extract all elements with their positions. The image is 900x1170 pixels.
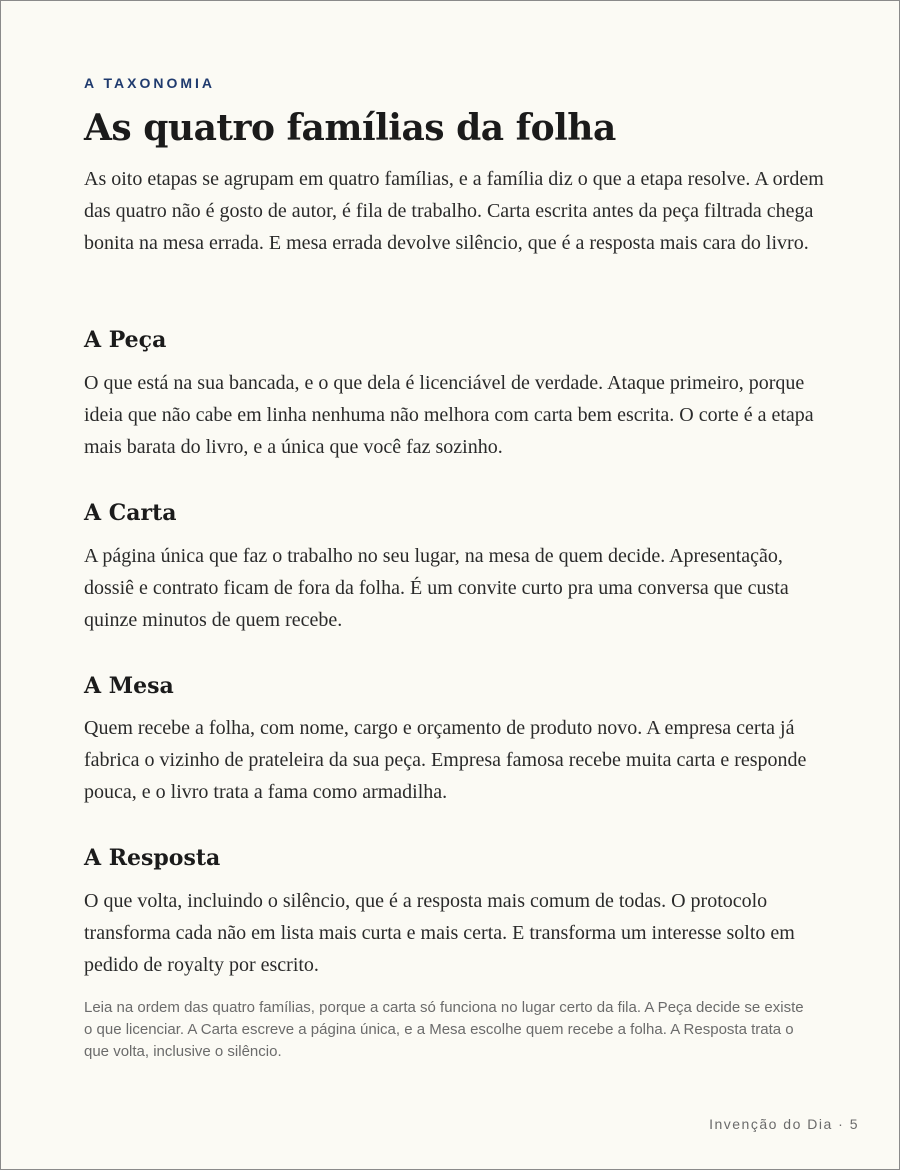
intro-paragraph: As oito etapas se agrupam em quatro famílias, e a família diz o que a etapa resolve. A ordem das quatro não é gosto de autor, é fila de trabalho. Carta escrita antes da peça filtrada chega bonita na mesa errada. E mesa errada devolve silêncio, que é a resposta mais cara do livro. [84,168,824,254]
section-body-resposta: O que volta, incluindo o silêncio, que é a resposta mais comum de todas. O protocolo transforma cada não em lista mais curta e mais certa. E transforma um interesse solto em pedido de royalty por escrito. [84,890,795,976]
section-body-mesa: Quem recebe a folha, com nome, cargo e orçamento de produto novo. A empresa certa já fabrica o vizinho de prateleira da sua peça. Empresa famosa recebe muita carta e responde pouca, e o livro trata a fama como armadilha. [84,717,807,803]
page-title: As quatro famílias da folha [84,107,616,149]
section-body-peca: O que está na sua bancada, e o que dela é licenciável de verdade. Ataque primeiro, porque ideia que não cabe em linha nenhuma não melhora com carta bem escrita. O corte é a etapa mais barata do livro, e a única que você faz sozinho. [84,372,814,458]
section-eyebrow: A TAXONOMIA [84,75,215,91]
section-heading-carta: A Carta [84,500,177,526]
section-heading-mesa: A Mesa [84,673,174,699]
page-footer: Invenção do Dia · 5 [709,1116,859,1132]
section-body-carta: A página única que faz o trabalho no seu lugar, na mesa de quem decide. Apresentação, dossiê e contrato ficam de fora da folha. É um convite curto pra uma conversa que custa quinze minutos de quem recebe. [84,545,789,631]
section-heading-peca: A Peça [84,327,167,353]
reading-note: Leia na ordem das quatro famílias, porque a carta só funciona no lugar certo da fila. A Peça decide se existe o que licenciar. A Carta escreve a página única, e a Mesa escolhe quem recebe a folha. A Resposta trata o que volta, inclusive o silêncio. [84,999,804,1060]
section-heading-resposta: A Resposta [84,845,221,871]
